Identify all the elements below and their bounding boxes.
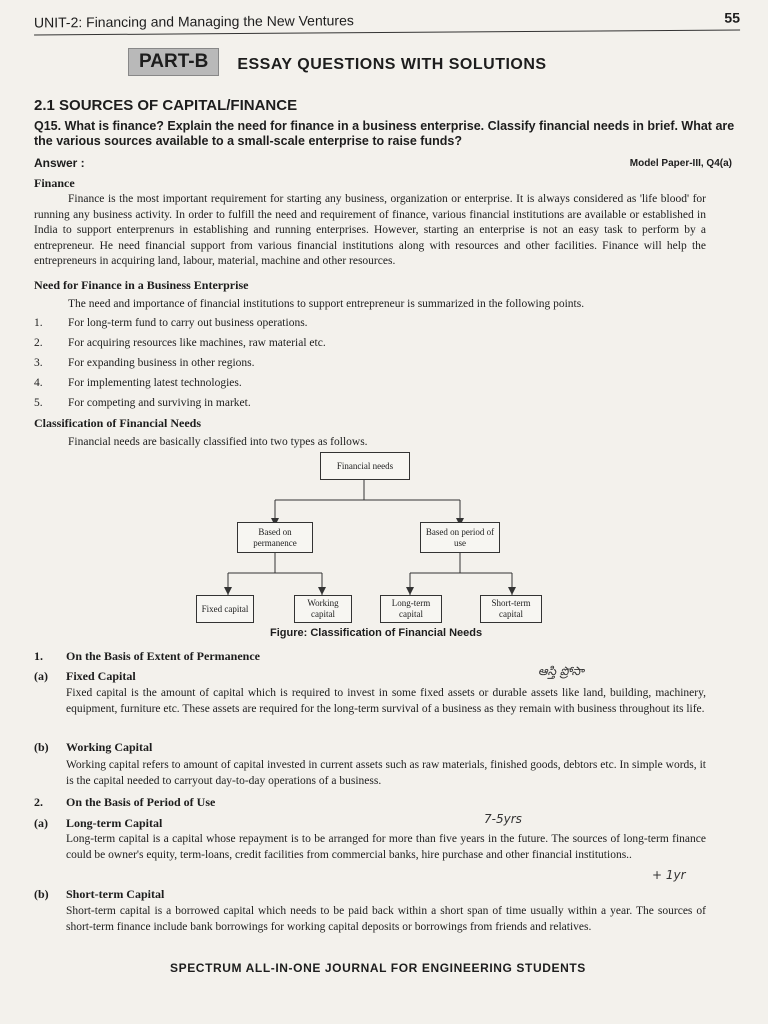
node-short-term-capital: Short-term capital (480, 595, 542, 623)
node-financial-needs: Financial needs (320, 452, 410, 480)
long-term-text: Long-term capital is a capital whose repayment is to be arranged for more than five years in the future. The sources of long-term finance could be owner's equity, term-loans, credit facilities from commercial banks, hire purchase and other financial institutions.. (66, 833, 706, 861)
working-capital-label: (b) (34, 740, 49, 754)
page-number: 55 (724, 9, 741, 26)
long-term-heading: Long-term Capital (66, 816, 163, 830)
question-text: What is finance? Explain the need for finance in a business enterprise. Classify financial needs in brief. What are the various sources available to a small-scale enterprise to raise funds? (34, 119, 735, 148)
need-intro: The need and importance of financial institutions to support entrepreneur is summarized in the following points. (68, 298, 585, 310)
short-term-heading: Short-term Capital (66, 887, 165, 901)
short-term-label: (b) (34, 887, 49, 901)
question-number: Q15. (34, 119, 62, 133)
list-item: 5. For competing and surviving in market. (34, 397, 251, 409)
fixed-capital-text: Fixed capital is the amount of capital which is required to invest in some fixed assets or durable assets like land, building, machinery, equipment, furniture etc. These assets are required for the long-term survival of a business as they remain with business throughout its life. (66, 687, 706, 715)
page-footer: SPECTRUM ALL-IN-ONE JOURNAL FOR ENGINEERING STUDENTS (170, 961, 586, 975)
unit-title: UNIT-2: Financing and Managing the New Ventures (33, 12, 354, 31)
need-heading: Need for Finance in a Business Enterprise (34, 278, 249, 292)
list-item: 3. For expanding business in other regions. (34, 357, 255, 369)
part-label: PART-B (128, 48, 219, 76)
classification-intro: Financial needs are basically classified into two types as follows. (68, 436, 368, 448)
node-fixed-capital: Fixed capital (196, 595, 254, 623)
basis1-number: 1. (34, 649, 43, 663)
list-item: 4. For implementing latest technologies. (34, 377, 242, 389)
working-capital-heading: Working Capital (66, 740, 153, 754)
classification-heading: Classification of Financial Needs (34, 416, 201, 430)
answer-label: Answer : (34, 156, 85, 170)
basis2-heading: On the Basis of Period of Use (66, 795, 216, 809)
finance-paragraph: Finance is the most important requirement for starting any business, organization or enterprise. It is always considered as 'life blood' for running any business activity. In order to fulfill the need and requirement of finance, various financial institutions are available or established in India to support enterprenurs in establishing and running enterprises. However, starting an enterprise is not an easy task to perform by a entrepreneur. He need financial support from various financial institutions along with resources and other facilities. Finance will help the entrepreneurs in acquiring land, labour, material, machine and other resources. (34, 193, 706, 267)
basis1-heading: On the Basis of Extent of Permanence (66, 649, 260, 663)
node-based-on-permanence: Based on permanence (237, 522, 313, 553)
node-based-on-period: Based on period of use (420, 522, 500, 553)
model-paper-ref: Model Paper-III, Q4(a) (629, 158, 732, 169)
handwritten-note: 7-5yrs (484, 812, 522, 826)
node-long-term-capital: Long-term capital (380, 595, 442, 623)
node-working-capital: Working capital (294, 595, 352, 623)
part-title: ESSAY QUESTIONS WITH SOLUTIONS (237, 56, 547, 73)
short-term-text: Short-term capital is a borrowed capital which needs to be paid back within a short span of time usually within a year. The sources of short-term finance include bank borrowings for working capital deposits or borrowings from friends and relatives. (66, 905, 706, 933)
list-item: 1. For long-term fund to carry out business operations. (34, 317, 308, 329)
working-capital-text: Working capital refers to amount of capital invested in current assets such as raw materials, finished goods, debtors etc. In simple words, it is the capital needed to carryout day-to-day operations of a business. (66, 759, 706, 787)
finance-heading: Finance (34, 176, 75, 190)
fixed-capital-label: (a) (34, 669, 48, 683)
handwritten-note: + 1yr (652, 868, 686, 882)
list-item: 2. For acquiring resources like machines, raw material etc. (34, 337, 326, 349)
figure-caption: Figure: Classification of Financial Needs (270, 627, 483, 639)
long-term-label: (a) (34, 816, 48, 830)
fixed-capital-heading: Fixed Capital (66, 669, 136, 683)
handwritten-note: ఆస్తి ప్రోసా (538, 664, 585, 678)
section-title: 2.1 SOURCES OF CAPITAL/FINANCE (34, 97, 298, 114)
basis2-number: 2. (34, 795, 43, 809)
